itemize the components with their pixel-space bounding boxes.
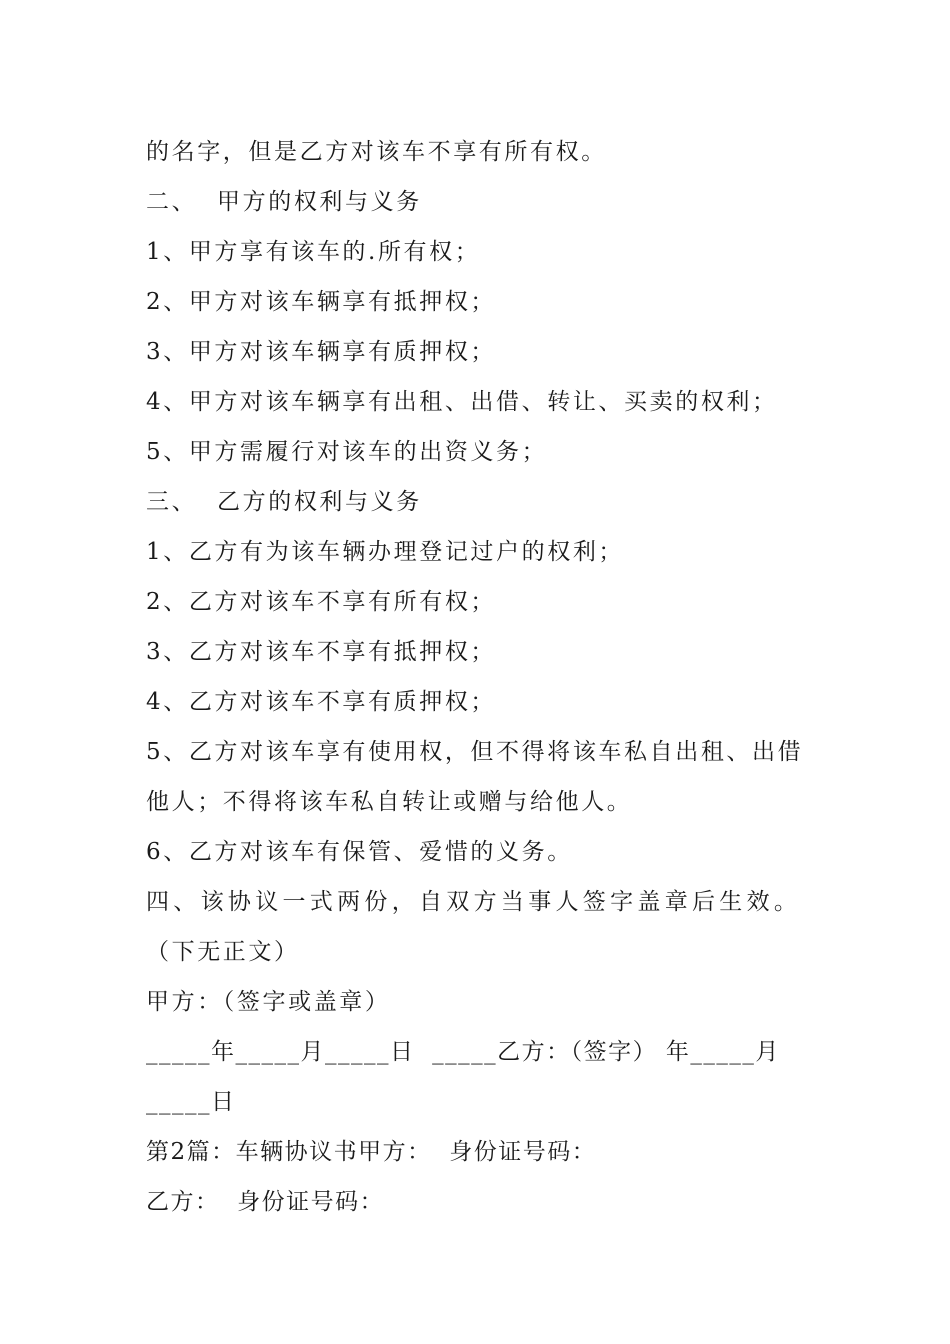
section-four-effectiveness: 四、该协议一式两份，自双方当事人签字盖章后生效。 [146, 889, 802, 915]
chapter-two-heading: 第2篇：车辆协议书甲方： 身份证号码： [146, 1139, 597, 1165]
date-signature-line-continued: _____日 [146, 1089, 236, 1115]
date-signature-line: _____年_____月_____日 _____乙方：（签字） 年_____月 [146, 1039, 780, 1065]
clause-b-6: 6、乙方对该车有保管、爱惜的义务。 [146, 839, 573, 865]
document-body [146, 127, 814, 1227]
clause-a-1: 1、甲方享有该车的.所有权； [146, 239, 481, 265]
section-heading-party-b: 三、 乙方的权利与义务 [146, 489, 422, 515]
clause-b-5-continued: 他人；不得将该车私自转让或赠与给他人。 [146, 789, 633, 815]
section-heading-party-a: 二、 甲方的权利与义务 [146, 189, 422, 215]
clause-b-4: 4、乙方对该车不享有质押权； [146, 689, 497, 715]
clause-b-5: 5、乙方对该车享有使用权，但不得将该车私自出租、出借 [146, 739, 804, 765]
party-a-signature-label: 甲方：（签字或盖章） [146, 989, 391, 1015]
clause-b-2: 2、乙方对该车不享有所有权； [146, 589, 497, 615]
clause-a-4: 4、甲方对该车辆享有出租、出借、转让、买卖的权利； [146, 389, 778, 415]
end-of-text-note: （下无正文） [146, 939, 300, 965]
text-line-continuation: 的名字，但是乙方对该车不享有所有权。 [146, 139, 607, 165]
clause-b-1: 1、乙方有为该车辆办理登记过户的权利； [146, 539, 625, 565]
party-b-id-line: 乙方： 身份证号码： [146, 1189, 385, 1215]
clause-a-3: 3、甲方对该车辆享有质押权； [146, 339, 497, 365]
clause-a-5: 5、甲方需履行对该车的出资义务； [146, 439, 548, 465]
clause-b-3: 3、乙方对该车不享有抵押权； [146, 639, 497, 665]
clause-a-2: 2、甲方对该车辆享有抵押权； [146, 289, 497, 315]
